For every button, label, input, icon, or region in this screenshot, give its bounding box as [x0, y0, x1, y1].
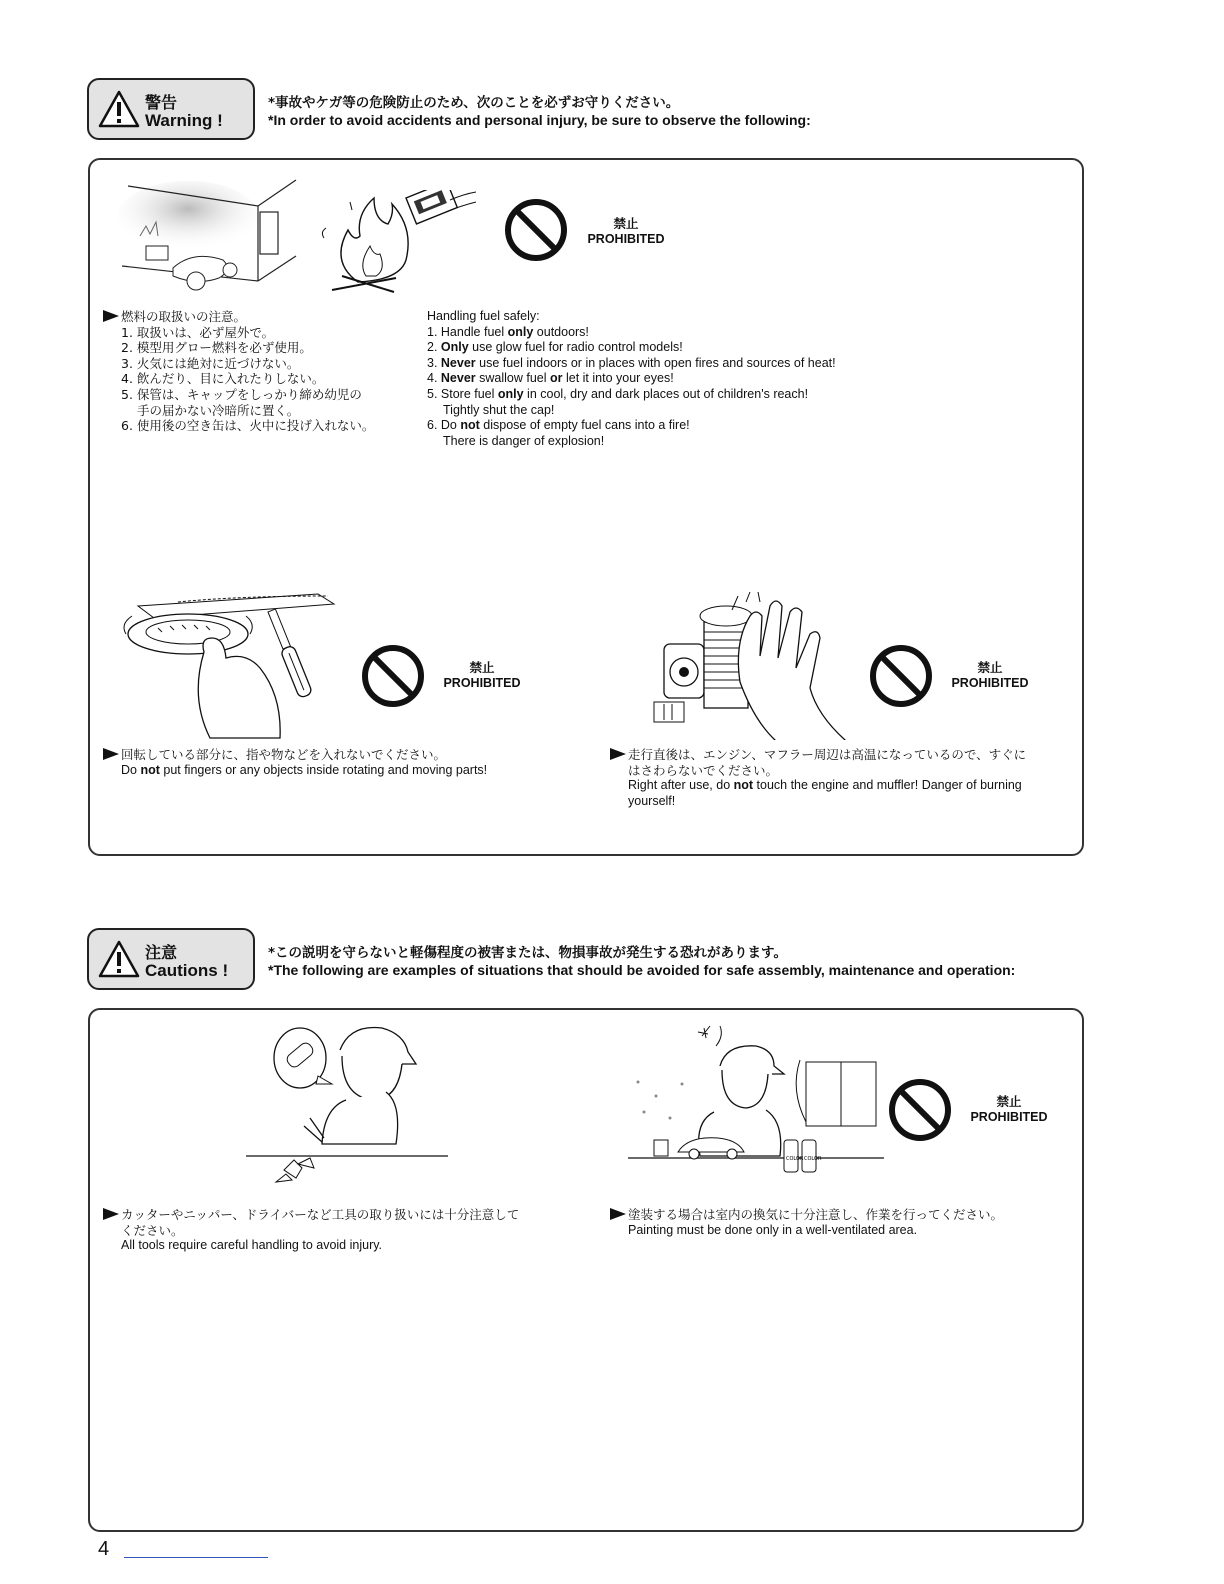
warning-triangle-icon [97, 89, 141, 129]
warning-tab-jp: 警告 [145, 93, 178, 112]
hot-en-1: Right after use, do not touch the engine and muffler! Danger of burning [628, 778, 1022, 793]
fuel-en-item-1: 1. Handle fuel only outdoors! [427, 324, 589, 339]
fuel-en-item-5: 5. Store fuel only in cool, dry and dark places out of children's reach! [427, 386, 809, 401]
page-footer-rule [124, 1557, 268, 1558]
tools-en: All tools require careful handling to avoid injury. [121, 1238, 383, 1253]
cautions-intro-jp: *この説明を守らないと軽傷程度の被害または、物損事故が発生する恐れがあります。 [268, 945, 787, 961]
fuel-en-item-6: 6. Do not dispose of empty fuel cans into a fire! [427, 418, 690, 433]
cautions-intro [268, 945, 1015, 979]
warning-intro-en: *In order to avoid accidents and personal injury, be sure to observe the following: [268, 112, 811, 128]
hot-jp-1: 走行直後は、エンジン、マフラー周辺は高温になっているので、すぐに [628, 747, 1027, 762]
prohibited-en: PROHIBITED [951, 676, 1029, 690]
bullet-arrow-icon [610, 748, 626, 760]
prohibited-en: PROHIBITED [443, 676, 521, 690]
tools-notes [103, 1207, 519, 1254]
hot-engine-notes [610, 747, 1026, 809]
prohibited-jp: 禁止 [996, 1095, 1022, 1109]
tools-jp-2: ください。 [121, 1222, 184, 1238]
warning-intro-jp: *事故やケガ等の危険防止のため、次のことを必ずお守りください。 [268, 95, 680, 111]
fuel-jp-item: 4. 飲んだり、目に入れたりしない。 [121, 371, 325, 387]
fire-fuel-can-illustration [318, 190, 478, 300]
rotating-notes [103, 747, 487, 778]
prohibited-icon [503, 197, 569, 263]
fuel-en-item-3: 3. Never use fuel indoors or in places with open fires and sources of heat! [427, 355, 836, 370]
warning-triangle-icon [97, 939, 141, 979]
bullet-arrow-icon [103, 310, 119, 322]
fuel-jp-item: 5. 保管は、キャップをしっかり締め幼児の [121, 386, 362, 402]
fuel-en-item-2: 2. Only use glow fuel for radio control models! [427, 340, 683, 355]
fuel-en-heading: Handling fuel safely: [427, 309, 540, 323]
cautions-tab-jp: 注意 [145, 943, 178, 962]
prohibited-en: PROHIBITED [587, 232, 665, 246]
fuel-en-notes [427, 309, 836, 449]
prohibited-icon [887, 1077, 953, 1143]
bottle-label: COLOR [804, 1156, 822, 1162]
cautions-tab [87, 928, 255, 990]
fuel-en-item-4: 4. Never swallow fuel or let it into your eyes! [427, 371, 674, 386]
paint-jp: 塗装する場合は室内の換気に十分注意し、作業を行ってください。 [628, 1207, 1004, 1222]
prohibited-en: PROHIBITED [970, 1110, 1048, 1124]
paint-en: Painting must be done only in a well-ventilated area. [628, 1222, 918, 1237]
prohibited-icon [868, 643, 934, 709]
bullet-arrow-icon [103, 1208, 119, 1220]
fuel-en-item-5-cont: Tightly shut the cap! [443, 402, 555, 417]
page-number: 4 [98, 1538, 110, 1560]
fuel-en-item-6-cont: There is danger of explosion! [443, 433, 605, 448]
cautions-tab-en: Cautions ! [145, 961, 229, 980]
bullet-arrow-icon [610, 1208, 626, 1220]
tools-illustration [246, 1022, 456, 1194]
hot-jp-2: はさわらないでください。 [628, 762, 779, 778]
rotating-en: Do not put fingers or any objects inside rotating and moving parts! [121, 762, 488, 777]
bottle-label: COLOR [786, 1156, 804, 1162]
warning-tab-en: Warning ! [145, 111, 223, 130]
hot-engine-illustration [650, 592, 860, 740]
warning-intro [268, 95, 811, 129]
warning-tab [87, 78, 255, 140]
painting-illustration [624, 1022, 886, 1194]
fuel-jp-notes [103, 309, 374, 434]
prohibited-jp: 禁止 [469, 661, 495, 675]
prohibited-icon [360, 643, 426, 709]
rotating-parts-illustration [118, 582, 338, 740]
hot-en-2: yourself! [628, 793, 676, 808]
fuel-jp-item: 3. 火気には絶対に近づけない。 [121, 355, 300, 371]
prohibited-jp: 禁止 [613, 217, 639, 231]
fuel-jp-item: 6. 使用後の空き缶は、火中に投げ入れない。 [121, 418, 375, 434]
prohibited-jp: 禁止 [977, 661, 1003, 675]
fuel-jp-item: 1. 取扱いは、必ず屋外で。 [121, 324, 275, 340]
bullet-arrow-icon [103, 748, 119, 760]
rotating-jp: 回転している部分に、指や物などを入れないでください。 [121, 747, 447, 762]
fuel-jp-heading: 燃料の取扱いの注意。 [121, 309, 247, 324]
fuel-jp-item: 2. 模型用グロー燃料を必ず使用。 [121, 340, 312, 356]
room-fuel-illustration [118, 176, 302, 300]
paint-notes [610, 1207, 1003, 1238]
cautions-intro-en: *The following are examples of situations that should be avoided for safe assembly, maintenance and operation: [268, 962, 1016, 978]
tools-jp-1: カッターやニッパー、ドライバーなど工具の取り扱いには十分注意して [121, 1207, 520, 1222]
fuel-jp-item: 手の届かない冷暗所に置く。 [137, 402, 300, 418]
